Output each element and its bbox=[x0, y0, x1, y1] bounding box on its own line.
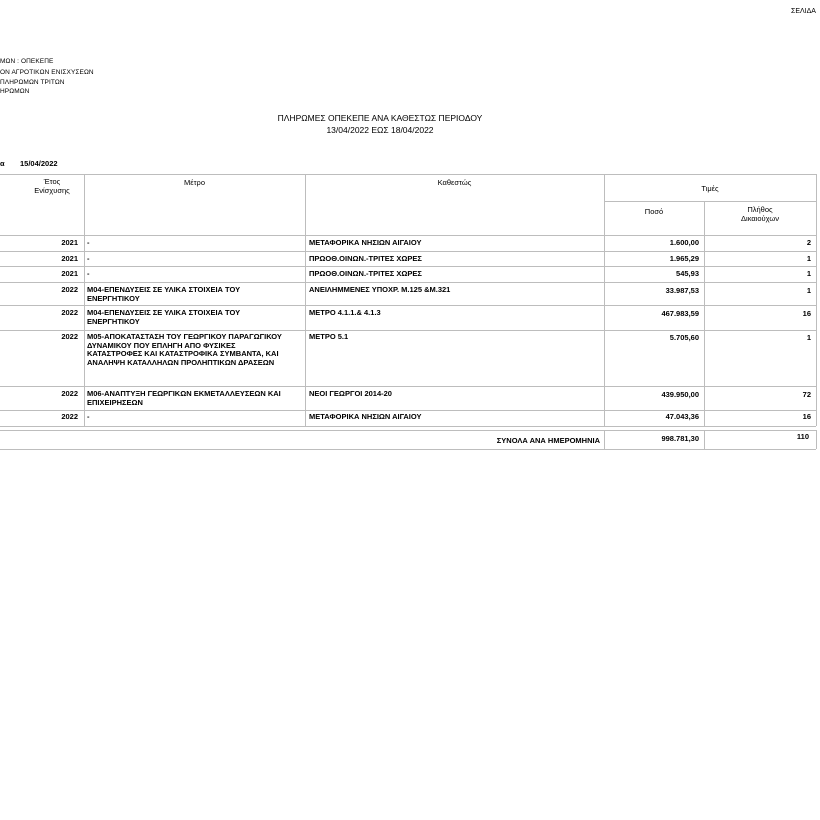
table-rule bbox=[0, 426, 816, 427]
row-amount: 33.987,53 bbox=[665, 286, 699, 295]
report-date: 15/04/2022 bbox=[20, 159, 58, 168]
table-rule bbox=[0, 410, 816, 411]
table-rule bbox=[0, 282, 816, 283]
row-year: 2022 bbox=[61, 412, 78, 421]
row-scheme: ΝΕΟΙ ΓΕΩΡΓΟΙ 2014-20 bbox=[309, 389, 392, 398]
table-rule bbox=[305, 174, 306, 426]
row-count: 1 bbox=[806, 333, 811, 342]
header-line: ΜΩΝ : ΟΠΕΚΕΠΕ bbox=[0, 58, 54, 65]
row-year: 2021 bbox=[61, 254, 78, 263]
row-scheme: ΑΝΕΙΛΗΜΜΕΝΕΣ ΥΠΟΧΡ. Μ.125 &Μ.321 bbox=[309, 285, 451, 294]
table-rule bbox=[0, 266, 816, 267]
row-count: 1 bbox=[806, 269, 811, 278]
row-measure: Μ05-ΑΠΟΚΑΤΑΣΤΑΣΗ ΤΟΥ ΓΕΩΡΓΙΚΟΥ ΠΑΡΑΓΩΓΙΚΟΥ ΔΥΝΑΜΙΚΟΥ ΠΟΥ ΕΠΛΗΓΗ ΑΠΟ ΦΥΣΙΚΕΣ ΚΑΤΑΣΤΡΟΦΕΣ ΚΑΙ ΚΑΤΑΣΤΡΟΦΙΚΑ ΣΥΜΒΑΝΤΑ, ΚΑΙ ΑΝΑΛΗΨΗ ΚΑΤΑΛΛΗΛΩΝ ΠΡΟΛΗΠΤΙΚΩΝ ΔΡΑΣΕΩΝ bbox=[87, 332, 282, 367]
row-measure: Μ04-ΕΠΕΝΔΥΣΕΙΣ ΣΕ ΥΛΙΚΑ ΣΤΟΙΧΕΙΑ ΤΟΥ ΕΝΕΡΓΗΤΙΚΟΥ bbox=[87, 308, 241, 326]
row-scheme: ΜΕΤΑΦΟΡΙΚΑ ΝΗΣΙΩΝ ΑΙΓΑΙΟΥ bbox=[309, 412, 422, 421]
row-amount: 47.043,36 bbox=[665, 412, 699, 421]
table-rule bbox=[0, 235, 816, 236]
column-header-scheme: Καθεστώς bbox=[437, 178, 472, 187]
row-measure: - bbox=[87, 238, 90, 247]
row-measure: - bbox=[87, 254, 90, 263]
row-measure: Μ06-ΑΝΑΠΤΥΞΗ ΓΕΩΡΓΙΚΩΝ ΕΚΜΕΤΑΛΛΕΥΣΕΩΝ ΚΑΙ ΕΠΙΧΕΙΡΗΣΕΩΝ bbox=[87, 389, 281, 407]
date-prefix: α bbox=[0, 159, 5, 168]
header-line: ΗΡΩΜΩΝ bbox=[0, 88, 30, 95]
row-amount: 5.705,60 bbox=[669, 333, 699, 342]
table-rule bbox=[604, 201, 816, 202]
header-line: ΟΝ ΑΓΡΟΤΙΚΩΝ ΕΝΙΣΧΥΣΕΩΝ bbox=[0, 69, 94, 76]
column-header-amount: Ποσό bbox=[644, 207, 664, 216]
column-header-values: Τιμές bbox=[701, 184, 719, 193]
report-title: ΠΛΗΡΩΜΕΣ ΟΠΕΚΕΠΕ ΑΝΑ ΚΑΘΕΣΤΩΣ ΠΕΡΙΟΔΟΥ bbox=[277, 113, 483, 123]
row-scheme: ΠΡΩΟΘ.ΟΙΝΩΝ.-ΤΡΙΤΕΣ ΧΩΡΕΣ bbox=[309, 269, 422, 278]
column-header-measure: Μέτρο bbox=[184, 178, 205, 187]
row-year: 2022 bbox=[61, 389, 78, 398]
row-scheme: ΜΕΤΑΦΟΡΙΚΑ ΝΗΣΙΩΝ ΑΙΓΑΙΟΥ bbox=[309, 238, 422, 247]
row-measure: Μ04-ΕΠΕΝΔΥΣΕΙΣ ΣΕ ΥΛΙΚΑ ΣΤΟΙΧΕΙΑ ΤΟΥ ΕΝΕΡΓΗΤΙΚΟΥ bbox=[87, 285, 241, 303]
table-rule bbox=[0, 174, 816, 175]
table-rule bbox=[0, 449, 816, 450]
row-count: 72 bbox=[802, 390, 811, 399]
table-rule bbox=[0, 386, 816, 387]
row-year: 2022 bbox=[61, 308, 78, 317]
table-rule bbox=[84, 174, 85, 426]
row-scheme: ΜΕΤΡΟ 5.1 bbox=[309, 332, 349, 341]
report-period: 13/04/2022 ΕΩΣ 18/04/2022 bbox=[326, 125, 434, 135]
row-count: 1 bbox=[806, 254, 811, 263]
row-count: 16 bbox=[802, 412, 811, 421]
row-measure: - bbox=[87, 412, 90, 421]
row-scheme: ΜΕΤΡΟ 4.1.1.& 4.1.3 bbox=[309, 308, 381, 317]
table-rule bbox=[816, 174, 817, 426]
totals-label: ΣΥΝΟΛΑ ΑΝΑ ΗΜΕΡΟΜΗΝΙΑ bbox=[496, 436, 600, 445]
row-amount: 545,93 bbox=[676, 269, 699, 278]
row-year: 2021 bbox=[61, 238, 78, 247]
column-header-beneficiaries: Πλήθος Δικαιούχων bbox=[741, 205, 779, 223]
row-year: 2022 bbox=[61, 332, 78, 341]
totals-amount: 998.781,30 bbox=[661, 434, 699, 443]
row-year: 2022 bbox=[61, 285, 78, 294]
row-amount: 1.965,29 bbox=[669, 254, 699, 263]
row-count: 16 bbox=[802, 309, 811, 318]
row-count: 2 bbox=[806, 238, 811, 247]
table-rule bbox=[0, 251, 816, 252]
header-line: ΠΛΗΡΩΜΩΝ ΤΡΙΤΩΝ bbox=[0, 79, 65, 86]
column-header-year: Έτος Ενίσχυσης bbox=[34, 177, 70, 195]
table-rule bbox=[0, 330, 816, 331]
table-rule bbox=[0, 305, 816, 306]
row-measure: - bbox=[87, 269, 90, 278]
row-amount: 1.600,00 bbox=[669, 238, 699, 247]
table-rule bbox=[0, 430, 816, 431]
table-rule bbox=[816, 430, 817, 449]
page-label: ΣΕΛΙΔΑ bbox=[791, 8, 816, 15]
totals-count: 110 bbox=[796, 432, 809, 441]
row-year: 2021 bbox=[61, 269, 78, 278]
row-scheme: ΠΡΩΟΘ.ΟΙΝΩΝ.-ΤΡΙΤΕΣ ΧΩΡΕΣ bbox=[309, 254, 422, 263]
row-amount: 467.983,59 bbox=[661, 309, 699, 318]
row-count: 1 bbox=[806, 286, 811, 295]
row-amount: 439.950,00 bbox=[661, 390, 699, 399]
